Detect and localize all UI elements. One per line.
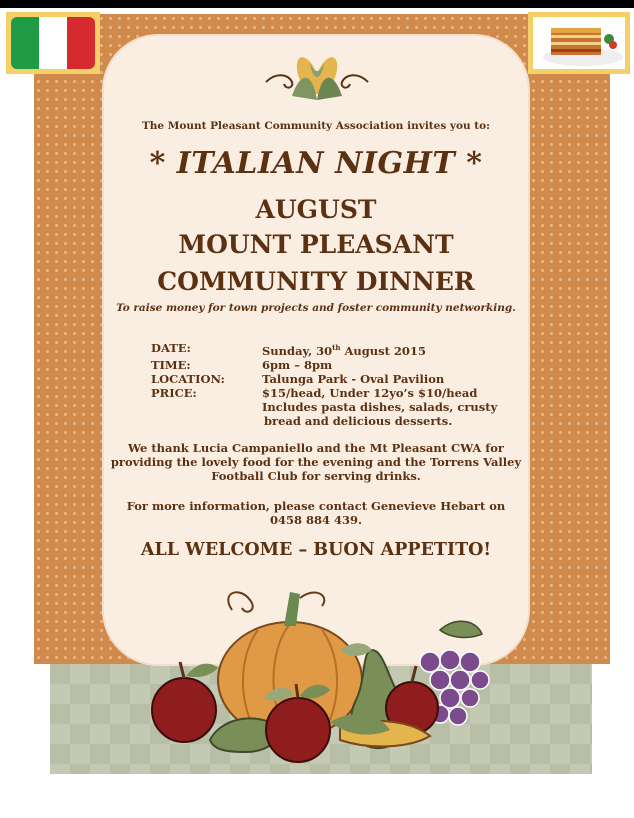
thanks-paragraph xyxy=(104,441,528,483)
thanks-line-2: providing the lovely food for the evening and the Torrens Valley xyxy=(110,455,522,469)
contact-paragraph xyxy=(104,499,528,527)
top-border xyxy=(0,0,634,8)
heading-line-2: MOUNT PLEASANT xyxy=(178,230,454,259)
date-value xyxy=(262,341,531,358)
flag-red-stripe xyxy=(67,17,95,69)
corn-ornament-icon xyxy=(262,52,372,106)
apple-center-icon xyxy=(264,684,330,762)
location-value: Talunga Park - Oval Pavilion xyxy=(262,371,445,386)
time-value: 6pm – 8pm xyxy=(262,357,333,372)
lasagna-icon xyxy=(533,17,625,69)
date-month-year: August 2015 xyxy=(340,343,426,358)
invitation-line: The Mount Pleasant Community Association invites you to: xyxy=(141,120,491,132)
date-day: Sunday, 30 xyxy=(262,343,333,358)
location-row xyxy=(151,372,531,386)
heading-line-1: AUGUST xyxy=(255,195,377,224)
heading-line-3: COMMUNITY DINNER xyxy=(157,267,475,296)
harvest-fruit-illustration xyxy=(140,580,500,770)
date-label: DATE: xyxy=(151,341,191,355)
flag-white-stripe xyxy=(39,17,67,69)
time-row xyxy=(151,358,531,372)
tagline: To raise money for town projects and foster community networking. xyxy=(116,302,516,314)
contact-phone: 0458 884 439. xyxy=(269,513,363,527)
location-label: LOCATION: xyxy=(151,371,225,386)
flag-green-stripe xyxy=(11,17,39,69)
price-row xyxy=(151,386,531,400)
thanks-line-3: Football Club for serving drinks. xyxy=(211,469,421,483)
contact-line-1: For more information, please contact Genevieve Hebart on xyxy=(126,499,506,513)
lasagna-photo xyxy=(528,12,630,74)
price-value: $15/head, Under 12yo’s $10/head xyxy=(262,385,478,400)
includes-line-2: bread and delicious desserts. xyxy=(264,413,453,428)
apple-left-icon xyxy=(152,662,218,742)
thanks-line-1: We thank Lucia Campaniello and the Mt Pleasant CWA for xyxy=(128,441,504,455)
time-label: TIME: xyxy=(151,357,191,372)
event-details xyxy=(151,341,531,428)
date-ordinal: th xyxy=(332,343,341,352)
welcome-line: ALL WELCOME – BUON APPETITO! xyxy=(140,540,492,560)
date-row xyxy=(151,341,531,358)
price-label: PRICE: xyxy=(151,385,197,400)
includes-line-1: Includes pasta dishes, salads, crusty xyxy=(262,399,498,414)
event-title: * ITALIAN NIGHT * xyxy=(149,146,483,181)
italian-flag-icon xyxy=(6,12,100,74)
